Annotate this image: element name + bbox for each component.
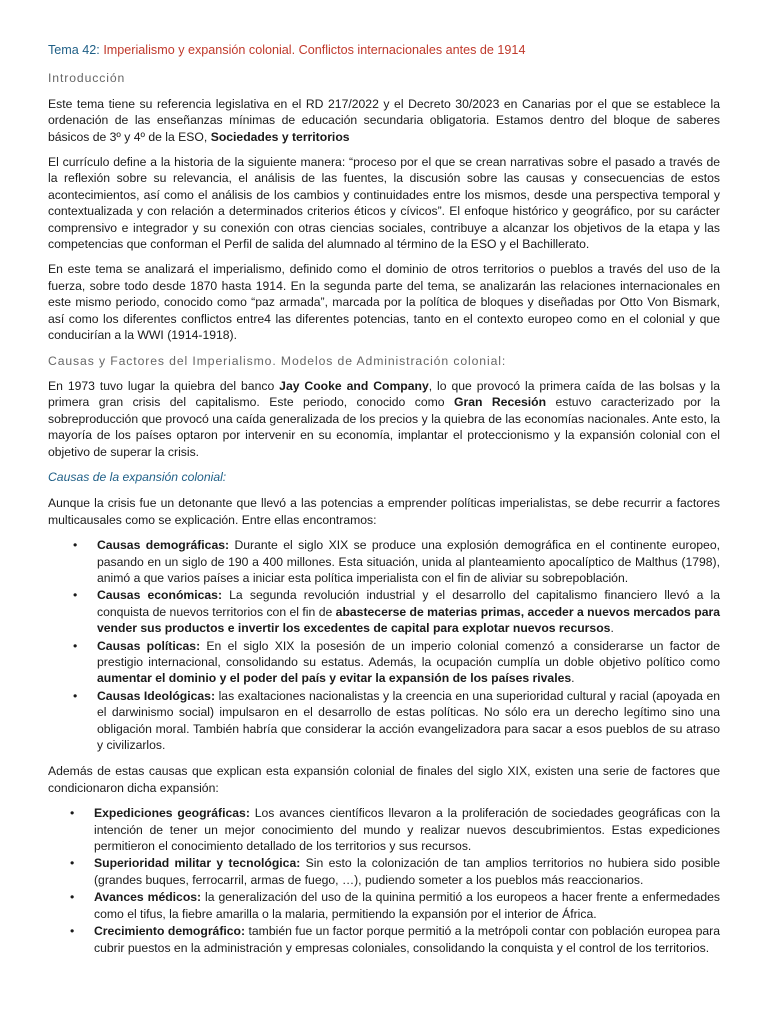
list-item (48, 587, 720, 636)
intro-heading: Introducción (48, 71, 126, 86)
factors-list (48, 805, 720, 956)
item-label: Crecimiento demográfico: (94, 924, 246, 939)
document-title (48, 42, 720, 58)
bullet-icon: • (73, 638, 78, 653)
item-label: Avances médicos: (94, 890, 202, 905)
causes-subheading: Causas de la expansión colonial: (48, 469, 227, 484)
intro-p1-bold: Sociedades y territorios (210, 129, 350, 144)
list-item (48, 855, 720, 888)
item-label: Causas políticas: (97, 638, 201, 653)
item-text: Sin esto la colonización de tan amplios territorios no hubiera sido posible (grandes buques, ferrocarril, armas de fuego, …), pudiendo someter a los pueblos más reaccionarios. (94, 856, 720, 887)
bullet-icon: • (70, 890, 75, 905)
bullet-icon: • (70, 856, 75, 871)
intro-paragraph-1 (48, 96, 720, 145)
item-text: Durante el siglo XIX se produce una explosión demográfica en el continente europeo, pasando en un siglo de 190 a 400 millones. Esta situación, unida al planteamiento apocalíptico de Malthus (1798), animó a que varios países a iniciar esta política imperialista con el fin de aliviar su sobrepoblación. (97, 538, 721, 585)
causes-p1-text-c: , lo que provocó la primera caída de las bolsas y la primera gran crisis del capitalismo. Este periodo, conocido como (48, 378, 721, 410)
item-text: En el siglo XIX la posesión de un imperio colonial comenzó a considerarse un factor de prestigio internacional, consolidando su estatus. Además, la ocupación cumplía un doble objetivo político como (97, 638, 720, 669)
intro-p1-text: Este tema tiene su referencia legislativa en el RD 217/2022 y el Decreto 30/2023 en Canarias por el que se establece la ordenación de las enseñanzas mínimas de educación secundaria obligatoria. Estamos dentro del bloque de saberes básicos de 3º y 4º de la ESO, (48, 96, 720, 144)
bullet-icon: • (73, 688, 78, 703)
causes-paragraph-1 (48, 378, 720, 460)
bullet-icon: • (70, 924, 75, 939)
item-label: Superioridad militar y tecnológica: (94, 856, 301, 871)
causes-paragraph-2: Aunque la crisis fue un detonante que llevó a las potencias a emprender políticas imperialistas, se debe recurrir a factores multicausales como se explicación. Entre ellas encontramos: (48, 496, 720, 527)
factors-paragraph: Además de estas causas que explican esta expansión colonial de finales del siglo XIX, existen una serie de factores que condicionaron dicha expansión: (48, 764, 720, 795)
causes-p1-bank: Jay Cooke and Company (279, 378, 429, 393)
list-item (48, 688, 720, 754)
causes-heading: Causas y Factores del Imperialismo. Modelos de Administración colonial: (48, 353, 507, 368)
causes-p1-recession: Gran Recesión (454, 395, 547, 410)
item-text: las exaltaciones nacionalistas y la creencia en una superioridad cultural y racial (apoyada en el darwinismo social) impulsaron en el desarrollo de estas políticas. No sólo era un derecho legítimo sino una obligación moral. También habría que considerar la acción evangelizadora para sacar a esos pueblos de su atraso y civilizarlos. (97, 688, 721, 753)
bullet-icon: • (70, 806, 75, 821)
item-bold-text: aumentar el dominio y el poder del país y evitar la expansión de los países rivales (97, 671, 572, 686)
intro-paragraph-3: En este tema se analizará el imperialismo, definido como el dominio de otros territorios o pueblos a través del uso de la fuerza, sobre todo desde 1870 hasta 1914. En la segunda parte del tema, se analizarán las relaciones internacionales en este mismo periodo, conocido como “paz armada”, marcada por la política de bloques y diseñadas por Otto Von Bismark, así como los diferentes conflictos entre4 las diferentes potencias, tanto en el contexto europeo como en el colonial y que conducirían a la WWI (1914-1918). (48, 262, 720, 343)
item-label: Causas Ideológicas: (97, 688, 216, 703)
item-label: Causas económicas: (97, 588, 223, 603)
topic-number: Tema 42: (48, 43, 100, 57)
item-text: La segunda revolución industrial y el desarrollo del capitalismo financiero llevó a la conquista de nuevos territorios con el fin de (97, 588, 720, 619)
bullet-icon: • (73, 588, 78, 603)
list-item (48, 923, 720, 956)
item-text-end: . (571, 671, 575, 686)
intro-paragraph-2: El currículo define a la historia de la siguiente manera: “proceso por el que se crean narrativas sobre el pasado a través de la reflexión sobre su relevancia, el análisis de las fuentes, la discusión sobre las causas y consecuencias de estos acontecimientos, así como el análisis de los cambios y continuidades entre los mismos, desde una perspectiva temporal y contextualizada y con relación a determinados criterios éticos y cívicos”. El enfoque histórico y geográfico, por su carácter comprensivo e integrador y su conexión con otras ciencias sociales, contribuye a alcanzar los objetivos de la etapa y las competencias que conforman el Perfil de salida del alumnado al término de la ESO y el Bachillerato. (48, 155, 720, 252)
list-item (48, 805, 720, 854)
list-item (48, 638, 720, 687)
causes-list (48, 537, 720, 753)
item-text: también fue un factor porque permitió a la metrópoli contar con población europea para cubrir puestos en la administración y empresas coloniales, consolidando la conquista y el control de los territorios. (94, 924, 720, 955)
item-label: Causas demográficas: (97, 538, 230, 553)
list-item (48, 537, 720, 586)
item-text-end: . (610, 621, 614, 636)
causes-p1-text-e: estuvo caracterizado por la sobreproducción que provocó una caída generalizada de los precios y la quiebra de las economías nacionales. Ante esto, la mayoría de los países optaron por intervenir en su economía, implantar el proteccionismo y la expansión colonial con el objetivo de superar la crisis. (48, 395, 720, 459)
item-label: Expediciones geográficas: (94, 806, 250, 821)
topic-title: Imperialismo y expansión colonial. Conflictos internacionales antes de 1914 (103, 43, 526, 57)
bullet-icon: • (73, 538, 78, 553)
item-text: Los avances científicos llevaron a la proliferación de sociedades geográficas con la intención de tener un mejor conocimiento del mundo y realizar nuevos descubrimientos. Estas expediciones permitieron el conocimiento detallado de los territorios y sus recursos. (94, 806, 720, 854)
item-text: la generalización del uso de la quinina permitió a los europeos a hacer frente a enfermedades como el tifus, la fiebre amarilla o la malaria, permitiendo la expansión por el interior de África. (94, 890, 720, 921)
causes-p1-text-a: En 1973 tuvo lugar la quiebra del banco (48, 378, 280, 393)
item-bold-text: abastecerse de materias primas, acceder a nuevos mercados para vender sus productos e invertir los excedentes de capital para explotar nuevos recursos (97, 604, 720, 636)
list-item (48, 889, 720, 922)
